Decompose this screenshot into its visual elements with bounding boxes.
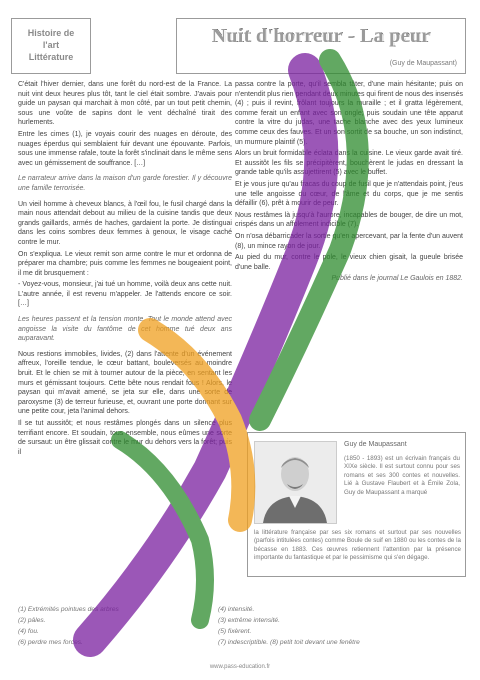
footnote: (4) intensité. (218, 606, 255, 613)
paragraph: Au pied du mur, contre le pole, le vieux chien gisait, la gueule brisée d'une balle. (235, 254, 463, 271)
paragraph: - Voyez-vous, monsieur, j'ai tué un homme, voilà deux ans cette nuit. L'autre année, il est revenu m'appeler. Je l'attends encore ce soir. […] (18, 281, 232, 308)
author-portrait (254, 441, 337, 524)
footnote: (1) Extrémités pointues des arbres (18, 606, 119, 613)
footnote: (4) fou. (18, 628, 39, 635)
footnote: (7) indescriptible. (8) petit toit devant une fenêtre (218, 639, 360, 646)
paragraph: On s'expliqua. Le vieux remit son arme contre le mur et ordonna de préparer ma chambre; puis comme les femmes ne bougeaient point, il me dit brusquement : (18, 250, 232, 277)
title-box (176, 18, 466, 74)
bio-box (247, 432, 466, 577)
text-column-right (235, 80, 463, 286)
paragraph: passa contre la porte, qu'il sembla tâter, d'une main hésitante; puis on n'entendit plus rien pendant deux minutes qui firent de nous des insensés (4) ; puis il revint, frôlant toujours la muraille ; et il gratta légèrement, comme ferait un enfant avec son ongle; puis soudain une tête apparut contre la vitre du judas, une tache blanche avec des yeux lumineux comme ceux des fauves. Et un son sortit de sa bouche, un son indistinct, un murmure plaintif (5). (235, 81, 463, 146)
intro-note: Le narrateur arrive dans la maison d'un garde forestier. Il y découvre une famille terrorisée. (18, 175, 232, 192)
paragraph: Entre les cimes (1), je voyais courir des nuages en déroute, des nuages éperdus qui semblaient fuir devant une épouvante. Parfois, sous une immense rafale, toute la forêt s'inclinait dans le même sens avec un gémissement de souffrance. […] (18, 130, 232, 167)
page-title: Nuit d'horreur - La peur (211, 25, 431, 47)
bio-name: Guy de Maupassant (344, 441, 407, 448)
subject-line: l'art (42, 40, 60, 51)
paragraph: Nous restâmes là jusqu'à l'aurore, incapables de bouger, de dire un mot, crispés dans un affolement indicible (7). (235, 211, 463, 229)
footer-url: www.pass-education.fr (209, 664, 271, 670)
text-column-left (18, 80, 232, 459)
intro-note: Les heures passent et la tension monte. Tout le monde attend avec angoisse la visite du fantôme de cet homme tué deux ans auparavant. (18, 316, 232, 343)
subject-line: Histoire de (27, 28, 75, 39)
footnote: (2) pâles. (18, 617, 46, 624)
author-name: (Guy de Maupassant) (389, 60, 457, 67)
footnote: (5) fixèrent. (218, 628, 252, 635)
footnote: (6) perdre mes forces. (18, 639, 83, 646)
subject-box (11, 18, 91, 74)
bio-text: (1850 - 1893) est un écrivain français du XIXe siècle. Il est surtout connu pour ses romans et ses 300 contes et nouvelles. Lié à Gustave Flaubert et à Émile Zola, Guy de Maupassant a marqué (344, 455, 460, 496)
subject-line: Littérature (28, 51, 74, 62)
paragraph: C'était l'hiver dernier, dans une forêt du nord-est de la France. La nuit vint deux heures plus tôt, tant le ciel était sombre. J'avais pour guide un paysan qui marchait à mon côté, par un tout petit chemin, sous une voûte de sapins dont le vent déchaîné tirait des hurlements. (18, 81, 232, 127)
paragraph: Alors un bruit formidable éclata dans la cuisine. Le vieux garde avait tiré. Et aussitôt les fils se précipitèrent, bouchèrent le judas en dressant la grande table qu'ils assujettirent (5) avec le buffet. (235, 150, 463, 177)
paragraph: Il se tut aussitôt; et nous restâmes plongés dans un silence plus terrifiant encore. Et soudain, tous ensemble, nous eûmes une sorte de sursaut: un être glissait contre le mur du dehors vers la forêt; puis il (18, 420, 232, 456)
bio-text: la littérature française par ses six romans et surtout par ses nouvelles (parfois intitulées contes) comme Boule de suif en 1880 ou les contes de la bécasse en 1883. Ces œuvres retiennent l'attention par la présence importante du fantastique et par le pessimisme qui s'en dégage. (254, 529, 461, 562)
source-note: Publié dans le journal Le Gaulois en 1882. (331, 275, 463, 283)
paragraph: On n'osa débarricader la sortie qu'en apercevant, par la fente d'un auvent (8), un mince rayon de jour. (235, 232, 463, 250)
paragraph: Nous restions immobiles, livides, (2) dans l'attente d'un événement affreux, l'oreille tendue, le cœur battant, bouleversés au moindre bruit. Et le chien se mit à tourner autour de la pièce, en sentant les murs et gémissant toujours. Cette bête nous rendait fous ! Alors, le paysan qui m'avait amené, se jeta sur elle, dans une sorte de paroxysme (3) de terreur furieuse, et, ouvrant une porte donnant sur une petite cour, jeta l'animal dehors. (18, 350, 232, 416)
footnote: (3) extrême intensité. (218, 617, 280, 624)
footnotes (18, 604, 466, 648)
paragraph: Et je vous jure qu'au fracas du coup de fusil que je n'attendais point, j'eus une telle angoisse du cœur, de l'âme et du corps, que je me sentis défaillir (6), prêt à mourir de peur. (235, 180, 463, 208)
paragraph: Un vieil homme à cheveux blancs, à l'œil fou, le fusil chargé dans la main nous attendait debout au milieu de la cuisine tandis que deux grands gaillards, armés de haches, gardaient la porte. Je distinguai dans les coins sombres deux femmes à genoux, le visage caché contre le mur. (18, 200, 232, 246)
